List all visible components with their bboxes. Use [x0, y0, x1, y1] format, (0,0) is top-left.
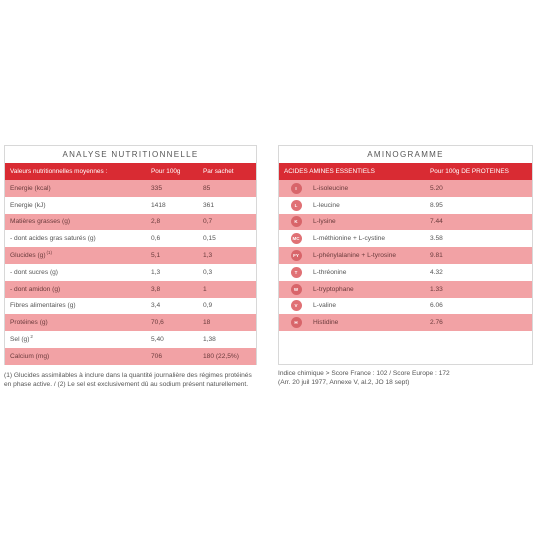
- nutrition-row-per100: 5,40: [151, 336, 164, 344]
- amino-letter-circle-icon: T: [291, 267, 302, 278]
- nutrition-row-label-text: Protéines (g): [10, 319, 48, 327]
- nutrition-row-persachet: 0,9: [203, 302, 213, 310]
- nutrition-row: [5, 180, 256, 197]
- nutrition-row-label: [5, 269, 151, 276]
- nutrition-row-label-text: - dont sucres (g): [10, 268, 59, 276]
- nutrition-row-per100: 1,3: [151, 268, 161, 276]
- nutrition-row-per100: 2,8: [151, 218, 161, 226]
- aminogram-row: [279, 180, 532, 197]
- amino-name: L-lysine: [313, 218, 336, 226]
- aminogram-row: [279, 264, 532, 281]
- nutrition-row-label: [5, 319, 151, 326]
- nutrition-row-footnote-marker: (1): [46, 249, 53, 255]
- nutrition-row-per100: 70,6: [151, 319, 164, 327]
- nutrition-row: [5, 314, 256, 331]
- amino-letter-circle-icon: K: [291, 216, 302, 227]
- amino-value: 3.58: [430, 235, 443, 243]
- aminogram-header-row: [279, 163, 532, 180]
- nutrition-row-per100: 3,4: [151, 302, 161, 310]
- nutrition-row-per100: 0,6: [151, 235, 161, 243]
- nutrition-row-label: [5, 218, 151, 225]
- amino-icon-cell: [279, 317, 313, 328]
- nutrition-row-per100: 1418: [151, 201, 166, 209]
- nutrition-row-persachet: 0,15: [203, 235, 216, 243]
- nutrition-row: [5, 348, 256, 365]
- nutrition-row-persachet: 0,7: [203, 218, 213, 226]
- amino-icon-cell: [279, 200, 313, 211]
- nutrition-row-persachet: 1: [203, 285, 207, 293]
- amino-name: L-thréonine: [313, 268, 347, 276]
- amino-name: L-valine: [313, 302, 337, 310]
- nutrition-row-label-text: Matières grasses (g): [10, 218, 71, 226]
- amino-icon-cell: [279, 216, 313, 227]
- nutrition-row-per100: 335: [151, 184, 163, 192]
- amino-name: L-tryptophane: [313, 285, 354, 293]
- amino-letter-circle-icon: I: [291, 183, 302, 194]
- aminogram-rows: [279, 180, 532, 331]
- nutrition-row-label-text: Glucides (g): [10, 252, 46, 260]
- nutrition-row-persachet: 0,3: [203, 268, 213, 276]
- nutrition-row-label-text: - dont acides gras saturés (g): [10, 235, 96, 243]
- amino-letter-circle-icon: H: [291, 317, 302, 328]
- amino-name: L-isoleucine: [313, 184, 349, 192]
- amino-value: 2.76: [430, 319, 443, 327]
- amino-value: 7.44: [430, 218, 443, 226]
- aminogram-row: [279, 281, 532, 298]
- nutrition-row-persachet: 18: [203, 319, 211, 327]
- amino-value: 9.81: [430, 252, 443, 260]
- amino-name: L-phénylalanine + L-tyrosine: [313, 252, 397, 260]
- amino-letter-circle-icon: V: [291, 300, 302, 311]
- nutrition-row: [5, 331, 256, 348]
- amino-icon-cell: [279, 183, 313, 194]
- amino-icon-cell: [279, 267, 313, 278]
- aminogram-row: [279, 298, 532, 315]
- amino-icon-cell: [279, 300, 313, 311]
- aminogram-header-acids: ACIDES AMINES ESSENTIELS: [284, 168, 375, 175]
- nutrition-row-persachet: 85: [203, 184, 211, 192]
- nutrition-row-label: [5, 185, 151, 192]
- amino-name: L-méthionine + L-cystine: [313, 235, 386, 243]
- nutrition-row-persachet: 1,3: [203, 252, 213, 260]
- nutrition-row-label: [5, 249, 151, 260]
- amino-value: 4.32: [430, 268, 443, 276]
- amino-icon-cell: [279, 250, 313, 261]
- nutrition-row: [5, 264, 256, 281]
- aminogram-footnote-line1: Indice chimique > Score France : 102 / Score Europe : 172: [278, 370, 450, 377]
- nutrition-header-label: Valeurs nutritionnelles moyennes :: [10, 168, 108, 175]
- amino-name: Histidine: [313, 319, 339, 327]
- nutrition-row-label: [5, 235, 151, 242]
- nutrition-header-persachet: Par sachet: [203, 168, 234, 175]
- amino-value: 5.20: [430, 184, 443, 192]
- aminogram-row: [279, 247, 532, 264]
- aminogram-row: [279, 214, 532, 231]
- nutrition-footnote: (1) Glucides assimilables à inclure dans la quantité journalière des régimes protéinés en phase active. / (2) Le sel est exclusivement dû au sodium présent naturellement.: [4, 372, 252, 388]
- amino-letter-circle-icon: MC: [291, 233, 302, 244]
- nutrition-header-per100: Pour 100g: [151, 168, 181, 175]
- nutrition-row-persachet: 361: [203, 201, 215, 209]
- nutrition-row-label: [5, 333, 151, 344]
- aminogram-footnote-line2: (Arr. 20 juil 1977, Annexe V, al.2, JO 18 sept): [278, 379, 410, 386]
- nutrition-row: [5, 298, 256, 315]
- nutrition-row-label: [5, 353, 151, 360]
- aminogram-row: [279, 230, 532, 247]
- nutrition-row: [5, 247, 256, 264]
- nutrition-row-label: [5, 202, 151, 209]
- amino-letter-circle-icon: FY: [291, 250, 302, 261]
- amino-letter-circle-icon: L: [291, 200, 302, 211]
- nutrition-row-label-text: - dont amidon (g): [10, 285, 61, 293]
- nutrition-row: [5, 214, 256, 231]
- nutrition-row-label-text: Energie (kJ): [10, 201, 46, 209]
- nutrition-row: [5, 230, 256, 247]
- nutrition-row: [5, 197, 256, 214]
- aminogram-table-panel: [278, 145, 533, 365]
- nutrition-title: ANALYSE NUTRITIONNELLE: [62, 150, 199, 159]
- nutrition-row-per100: 706: [151, 352, 163, 360]
- nutrition-row: [5, 281, 256, 298]
- nutrition-row-footnote-marker: 2: [30, 333, 33, 339]
- amino-value: 8.95: [430, 201, 443, 209]
- nutrition-table-panel: [4, 145, 257, 365]
- nutrition-row-per100: 5,1: [151, 252, 161, 260]
- nutrition-row-label: [5, 286, 151, 293]
- nutrition-row-per100: 3,8: [151, 285, 161, 293]
- nutrition-row-label-text: Energie (kcal): [10, 184, 51, 192]
- aminogram-row: [279, 197, 532, 214]
- nutrition-rows: [5, 180, 256, 365]
- amino-name: L-leucine: [313, 201, 340, 209]
- aminogram-header-per100: Pour 100g DE PROTEINES: [430, 168, 509, 175]
- aminogram-title: AMINOGRAMME: [367, 150, 444, 159]
- nutrition-row-persachet: 180 (22,5%): [203, 352, 239, 360]
- amino-value: 1.33: [430, 285, 443, 293]
- nutrition-header-row: [5, 163, 256, 180]
- nutrition-row-label-text: Calcium (mg): [10, 352, 50, 360]
- aminogram-row: [279, 314, 532, 331]
- amino-value: 6.06: [430, 302, 443, 310]
- amino-letter-circle-icon: W: [291, 284, 302, 295]
- amino-icon-cell: [279, 284, 313, 295]
- nutrition-row-label: [5, 302, 151, 309]
- nutrition-row-label-text: Fibres alimentaires (g): [10, 302, 76, 310]
- nutrition-row-persachet: 1,38: [203, 336, 216, 344]
- aminogram-footnote: [278, 369, 528, 387]
- amino-icon-cell: [279, 233, 313, 244]
- nutrition-row-label-text: Sel (g): [10, 336, 30, 344]
